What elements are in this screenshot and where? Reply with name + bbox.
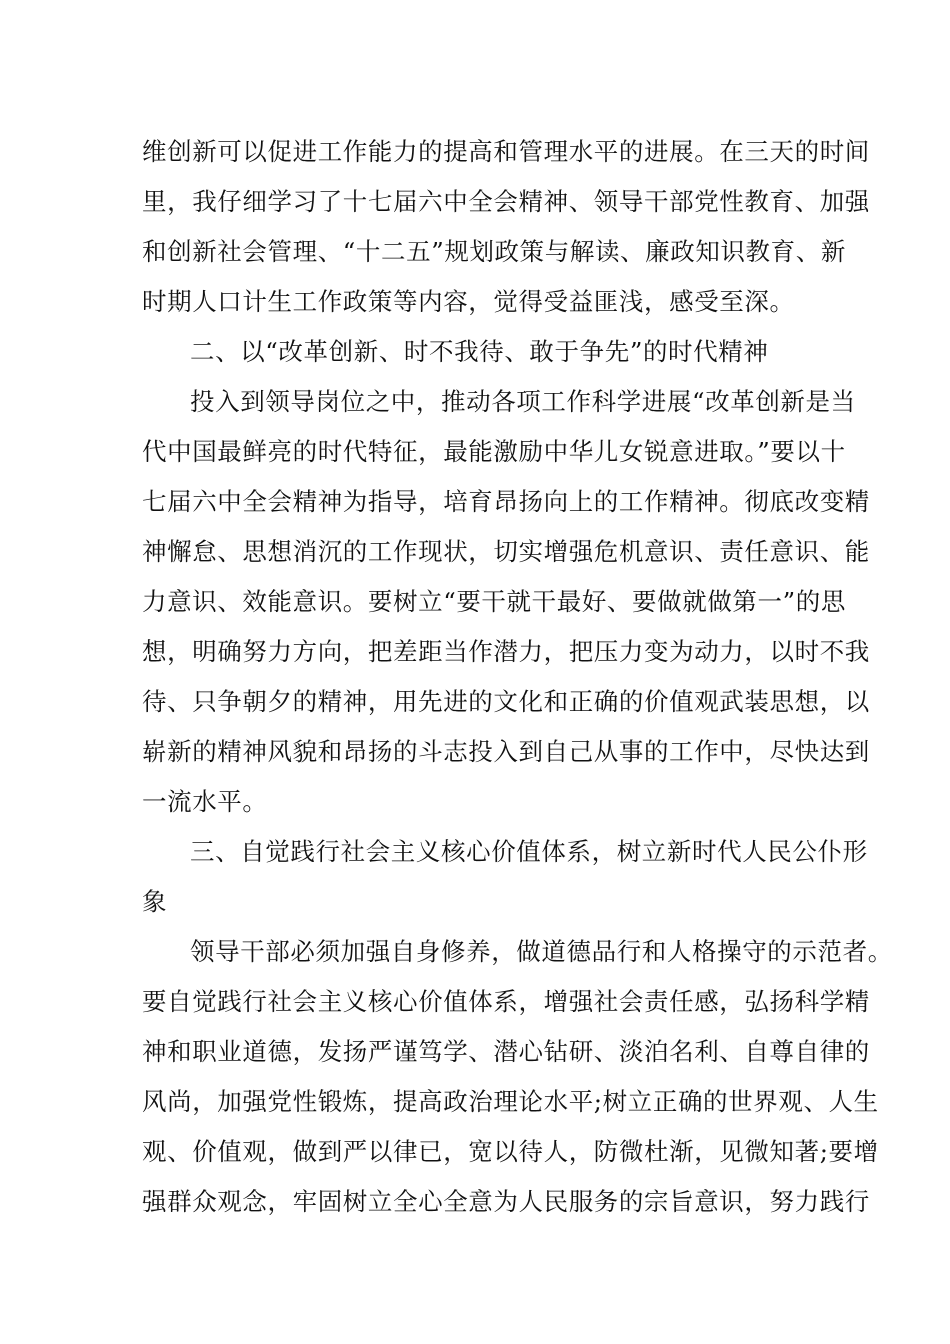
text-line: 领导干部必须加强自身修养，做道德品行和人格操守的示范者。 bbox=[190, 937, 893, 966]
text-line: 时期人口计生工作政策等内容，觉得受益匪浅，感受至深。 bbox=[142, 287, 795, 316]
text-line: 里，我仔细学习了十七届六中全会精神、领导干部党性教育、加强 bbox=[142, 187, 870, 216]
text-line: 待、只争朝夕的精神，用先进的文化和正确的价值观武装思想，以 bbox=[142, 687, 870, 716]
text-line: 一流水平。 bbox=[142, 787, 268, 816]
section-heading-continuation: 象 bbox=[142, 887, 168, 916]
text-line: 风尚，加强党性锻炼，提高政治理论水平;树立正确的世界观、人生 bbox=[142, 1087, 879, 1116]
text-line: 强群众观念，牢固树立全心全意为人民服务的宗旨意识，努力践行 bbox=[142, 1187, 870, 1216]
text-line: 和创新社会管理、“十二五”规划政策与解读、廉政知识教育、新 bbox=[142, 237, 846, 266]
text-line: 观、价值观，做到严以律已，宽以待人，防微杜渐，见微知著;要增 bbox=[142, 1137, 879, 1166]
text-line: 七届六中全会精神为指导，培育昂扬向上的工作精神。彻底改变精 bbox=[142, 487, 870, 516]
text-line: 想，明确努力方向，把差距当作潜力，把压力变为动力，以时不我 bbox=[142, 637, 870, 666]
text-line: 神和职业道德，发扬严谨笃学、潜心钻研、淡泊名利、自尊自律的 bbox=[142, 1037, 870, 1066]
text-line: 维创新可以促进工作能力的提高和管理水平的进展。在三天的时间 bbox=[142, 137, 870, 166]
section-heading: 二、以“改革创新、时不我待、敢于争先”的时代精神 bbox=[190, 337, 769, 366]
section-heading: 三、自觉践行社会主义核心价值体系，树立新时代人民公仆形 bbox=[190, 837, 868, 866]
text-line: 投入到领导岗位之中，推动各项工作科学进展“改革创新是当 bbox=[190, 387, 856, 416]
text-line: 要自觉践行社会主义核心价值体系，增强社会责任感，弘扬科学精 bbox=[142, 987, 870, 1016]
text-line: 崭新的精神风貌和昂扬的斗志投入到自己从事的工作中，尽快达到 bbox=[142, 737, 870, 766]
text-line: 力意识、效能意识。要树立“要干就干最好、要做就做第一”的思 bbox=[142, 587, 846, 616]
text-line: 神懈怠、思想消沉的工作现状，切实增强危机意识、责任意识、能 bbox=[142, 537, 870, 566]
text-line: 代中国最鲜亮的时代特征，最能激励中华儿女锐意进取。”要以十 bbox=[142, 437, 846, 466]
